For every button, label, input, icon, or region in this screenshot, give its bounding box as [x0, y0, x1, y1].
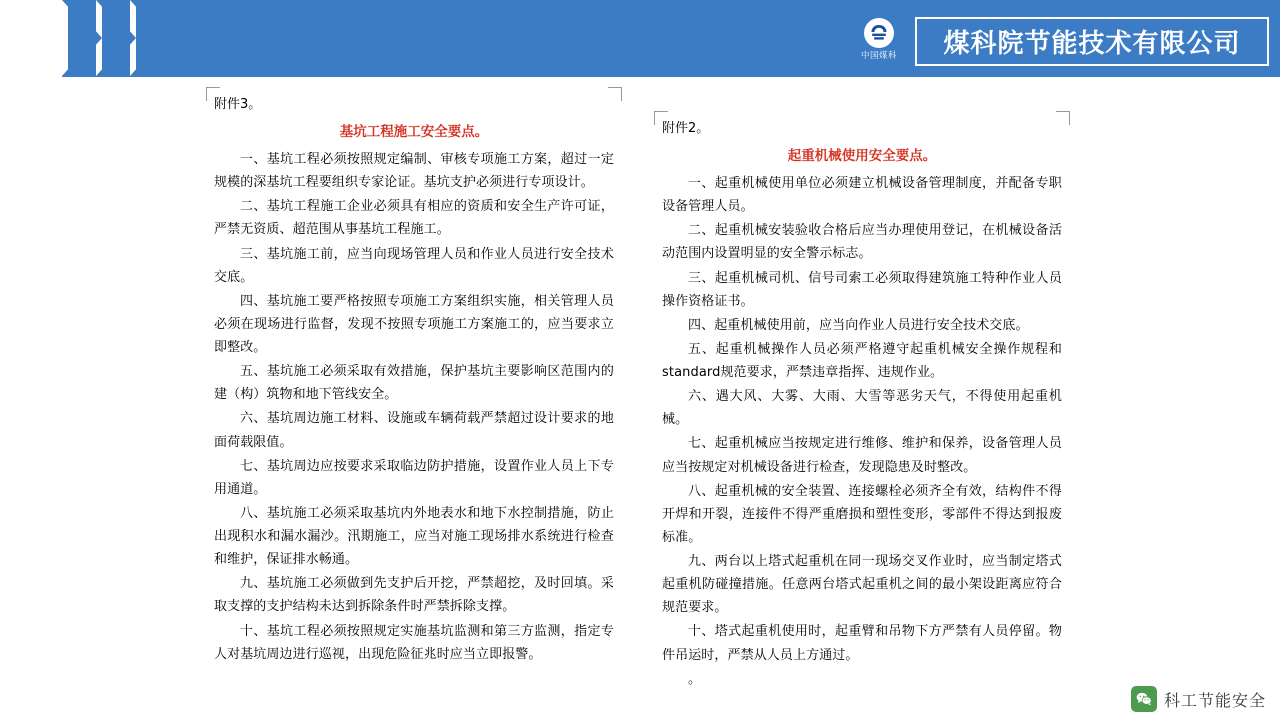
attachment-label: 附件3。 — [214, 97, 262, 112]
document-page-left — [190, 77, 638, 720]
document-paragraph: 一、起重机械使用单位必须建立机械设备管理制度，并配备专职设备管理人员。 — [662, 176, 1062, 215]
document-paragraph: 十、塔式起重机使用时，起重臂和吊物下方严禁有人员停留。物件吊运时，严禁从人员上方通过。 — [662, 624, 1062, 663]
document-paragraph: 八、基坑施工必须采取基坑内外地表水和地下水控制措施，防止出现积水和漏水漏沙。汛期施工，应当对施工现场排水系统进行检查和维护，保证排水畅通。 — [214, 505, 614, 568]
document-paragraph: 七、起重机械应当按规定进行维修、维护和保养，设备管理人员应当按规定对机械设备进行检查，发现隐患及时整改。 — [662, 436, 1062, 475]
document-page-right — [638, 77, 1086, 720]
page-title: 基坑工程施工安全要点。 — [339, 124, 489, 140]
document-paragraph: 七、基坑周边应按要求采取临边防护措施，设置作业人员上下专用通道。 — [214, 458, 614, 497]
document-paragraph: 四、基坑施工要严格按照专项施工方案组织实施，相关管理人员必须在现场进行监督，发现不按照专项施工方案施工的，应当要求立即整改。 — [214, 293, 614, 355]
trailing-mark: 。 — [688, 671, 702, 687]
watermark-text: 科工节能安全 — [1163, 690, 1266, 710]
document-paragraph: 八、起重机械的安全装置、连接螺栓必须齐全有效，结构件不得开焊和开裂，连接件不得严重磨损和塑性变形，零部件不得达到报废标准。 — [662, 483, 1062, 545]
document-paragraph: 二、基坑工程施工企业必须具有相应的资质和安全生产许可证，严禁无资质、超范围从事基坑工程施工。 — [214, 199, 614, 238]
document-paragraph: 十、基坑工程必须按照规定实施基坑监测和第三方监测，指定专人对基坑周边进行巡视，出现危险征兆时应当立即报警。 — [214, 623, 614, 662]
document-area — [190, 77, 1086, 720]
chevron-inner-fill — [136, 0, 170, 76]
document-paragraph: 二、起重机械安装验收合格后应当办理使用登记，在机械设备活动范围内设置明显的安全警示标志。 — [662, 223, 1062, 262]
page-title: 起重机械使用安全要点。 — [787, 148, 937, 164]
chevron-inner-fill — [68, 0, 102, 76]
header-wedge — [0, 0, 62, 77]
document-paragraph: 六、遇大风、大雾、大雨、大雪等恶劣天气，不得使用起重机械。 — [662, 389, 1062, 428]
watermark — [1131, 686, 1266, 712]
header-banner — [0, 0, 1280, 77]
company-name: 煤科院节能技术有限公司 — [943, 29, 1241, 59]
wechat-account-badge-icon — [1131, 686, 1157, 712]
coal-china-logo-icon — [864, 18, 894, 48]
document-paragraph: 九、基坑施工必须做到先支护后开挖，严禁超挖，及时回填。采取支撑的支护结构未达到拆除条件时严禁拆除支撑。 — [214, 576, 614, 615]
chevron-inner-fill — [170, 0, 204, 76]
logo-text: 中国煤科 — [860, 49, 897, 60]
brand-logo — [848, 16, 910, 62]
document-paragraph: 三、基坑施工前，应当向现场管理人员和作业人员进行安全技术交底。 — [214, 246, 614, 285]
company-name-box — [915, 17, 1269, 66]
document-paragraph: 三、起重机械司机、信号司索工必须取得建筑施工特种作业人员操作资格证书。 — [662, 270, 1062, 309]
document-paragraph: 五、起重机械操作人员必须严格遵守起重机械安全操作规程和standard规范要求，严禁违章指挥、违规作业。 — [662, 341, 1062, 380]
chevron-inner-fill — [102, 0, 136, 76]
document-paragraph: 九、两台以上塔式起重机在同一现场交叉作业时，应当制定塔式起重机防碰撞措施。任意两台塔式起重机之间的最小架设距离应符合规范要求。 — [662, 554, 1062, 616]
document-paragraph: 一、基坑工程必须按照规定编制、审核专项施工方案，超过一定规模的深基坑工程要组织专家论证。基坑支护必须进行专项设计。 — [214, 152, 614, 191]
attachment-label: 附件2。 — [662, 121, 710, 136]
document-paragraph: 四、起重机械使用前，应当向作业人员进行安全技术交底。 — [688, 317, 1029, 333]
document-paragraph: 六、基坑周边施工材料、设施或车辆荷载严禁超过设计要求的地面荷载限值。 — [214, 411, 614, 450]
document-paragraph: 五、基坑施工必须采取有效措施，保护基坑主要影响区范围内的建（构）筑物和地下管线安全。 — [214, 364, 614, 403]
